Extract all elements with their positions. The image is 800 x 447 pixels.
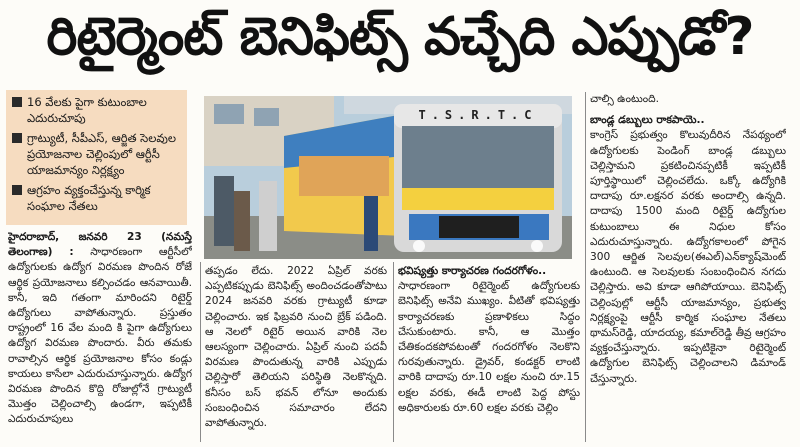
- bullet-square-icon: [12, 185, 22, 195]
- article-column-3: [398, 264, 580, 442]
- highlight-item: [12, 94, 181, 126]
- article-column-1: [8, 230, 192, 442]
- column-3-subhead: భవిష్యత్తు కార్యాచరణ గందరగోళం..: [398, 265, 547, 277]
- bus-photo: [204, 96, 572, 259]
- highlight-text: 16 వేలకు పైగా కుటుంబాల ఎదురుచూపు: [27, 95, 147, 125]
- bullet-square-icon: [12, 97, 22, 107]
- column-4-subhead: బాండ్ల డబ్బులు రాకపాయె..: [590, 114, 705, 127]
- headline: రిటైర్మెంట్ బెనిఫిట్స్ వచ్చేది ఎప్పుడో?: [46, 6, 754, 67]
- article-column-2: [205, 264, 387, 442]
- column-divider: [200, 262, 201, 442]
- column-3-body: సాధారణంగా రిటైర్మెంట్ ఉద్యోగులకు బెనిఫిట్స్ అనేవి ముఖ్యం. వీటితో భవిష్యత్తు కార్యాచరణకు ప్రణాళికలు సిద్ధం చేసుకుంటారు. కానీ, ఆ మొత్తం చేతికందకపోవటంతో గందరగోళం నెలకొని గురవుతున్నారు. డ్రైవర్, కండక్టర్ లాంటి వారికి దాదాపు రూ.10 లక్షల నుంచి రూ.15 లక్షల వరకు, ఈడీ లాంటి పెద్ద పోస్టు అధికారులకు రూ.60 లక్షల వరకు చెల్లిం: [398, 280, 580, 414]
- article-column-4: [590, 92, 786, 442]
- highlight-text: గ్రాట్యుటీ, సీపీఎస్, ఆర్జిత సెలవుల ప్రయోజనాల చెల్లింపులో ఆర్టీసీ యాజమాన్యం నిర్లక్ష్యం: [27, 131, 177, 177]
- column-divider: [393, 262, 394, 442]
- bullet-square-icon: [12, 133, 22, 143]
- highlights-box: [6, 90, 187, 225]
- highlight-text: ఆగ్రహం వ్యక్తంచేస్తున్న కార్మిక సంఘాల నేతలు: [27, 183, 151, 213]
- column-4-body: కాంగ్రెస్ ప్రభుత్వం కొలువుదీరిన నేపథ్యంలో ఉద్యోగులకు పెండింగ్ బాండ్ల డబ్బులు చెల్లిస్తామని ప్రకటించినప్పటికీ ఇప్పటికీ పూర్తిస్థాయిలో చెల్లించలేదు. ఒక్కో ఉద్యోగికి దాదాపు రూ.లక్షనర వరకు అందాల్సి ఉన్నది. దాదాపు 1500 మంది రిటైర్డ్ ఉద్యోగుల కుటుంబాలు ఈ నిధుల కోసం ఎదురుచూస్తున్నారు. ఉద్యోగకాలంలో పోగైన 300 ఆర్జిత సెలవుల(ఈఎల్)ఎన్‌క్యాష్‌మెంట్ ఉంటుంది. ఆ సెలవులకు సంబంధించిన నగదు చెల్లిస్తారు. అవి కూడా ఆగిపోయాయి. బెనిఫిట్స్ చెల్లింపుల్లో ఆర్టీసీ యాజమాన్యం, ప్రభుత్వ నిర్లక్ష్యంపై ఆర్టీసీ కార్మిక సంఘాల నేతలు థామస్‌రెడ్డి, యాదయ్య, కమాల్‌రెడ్డి తీవ్ర ఆగ్రహం వ్యక్తంచేస్తున్నారు. ఇప్పటికైనా రిటైర్మెంట్ ఉద్యోగుల బెనిఫిట్స్ చెల్లించాలని డిమాండ్ చేస్తున్నారు.: [590, 129, 786, 385]
- highlight-item: [12, 130, 181, 178]
- dateline: హైదరాబాద్, జనవరి 23 (నమస్తే తెలంగాణ) :: [8, 231, 192, 259]
- column-2-body: తప్పడం లేదు. 2022 ఏప్రిల్ వరకు ఎప్పటికప్పుడు బెనిఫిట్స్ అందించడంతోపాటు 2024 జనవరి వరకు గ్రాట్యుటీ కూడా చెల్లించారు. ఇక ఫిబ్రవరి నుంచి బ్రేక్ పడింది. ఆ నెలలో రిటైర్ అయిన వారికి నెల ఆలస్యంగా చెల్లించారు. ఏప్రిల్ నుంచి పదవీ విరమణ పొందుతున్న వారికి ఎప్పుడు చెల్లిస్తారో తెలియని పరిస్థితి నెలకొన్నది. కనీసం బస్ భవన్ లోనూ అందుకు సంబంధించిన సమాచారం లేదని వాపోతున్నారు.: [205, 265, 387, 430]
- bus-board-text: T.S.R.T.C: [418, 108, 538, 122]
- column-1-body: సాధారణంగా ఆర్టీసీలో ఉద్యోగులకు ఉద్యోగ విరమణ పొందిన రోజే ఆర్థిక ప్రయోజనాలు కల్పించడం ఆనవాయితీ. కానీ, ఇది గతంగా మారిందని రిటైర్డ్ ఉద్యోగులు వాపోతున్నారు. ప్రస్తుతం రాష్ట్రంలో 16 వేల మంది కి పైగా ఉద్యోగులు ఉద్యోగ విరమణ పొందారు. వీరు తమకు రావాల్సిన ఆర్థిక ప్రయోజనాల కోసం కండ్లు కాయలు కాసేలా ఎదురుచూస్తున్నారు. ఉద్యోగ విరమణ పొందిన కొద్ది రోజుల్లోనే గ్రాట్యుటీ మొత్తం చెల్లించాల్సి ఉండగా, ఇప్పటికీ ఎదురుచూపులు: [8, 246, 192, 426]
- highlight-item: [12, 182, 181, 214]
- column-divider: [585, 92, 586, 442]
- column-4-lead: చాల్సి ఉంటుంది.: [590, 93, 660, 105]
